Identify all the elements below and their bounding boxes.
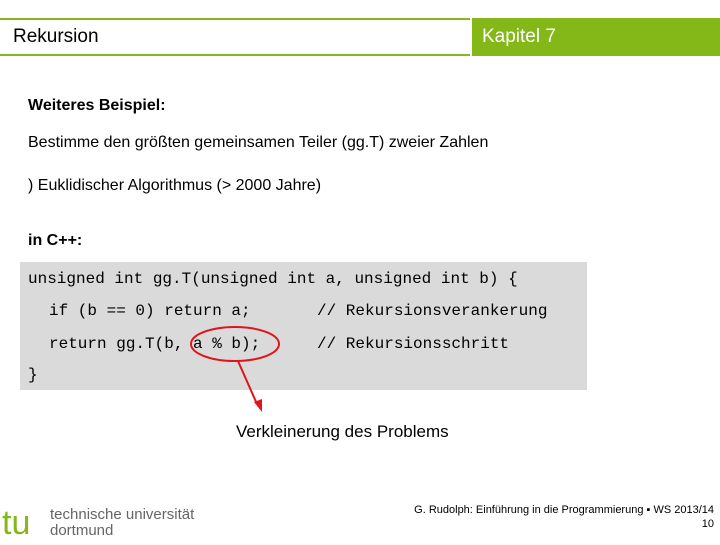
- university-name: [50, 507, 194, 539]
- tu-logo-letters: tu: [2, 504, 31, 540]
- algorithm-note: ) Euklidischer Algorithmus (> 2000 Jahre): [28, 177, 322, 194]
- code-comment-recursive-step: // Rekursionsschritt: [317, 335, 510, 353]
- code-line-recursive-step: return gg.T(b, a % b);: [49, 335, 261, 353]
- code-line-closing-brace: }: [28, 366, 38, 384]
- annotation-label: Verkleinerung des Problems: [236, 422, 449, 441]
- code-comment-base-case: // Rekursionsverankerung: [317, 302, 548, 320]
- footer-credit: G. Rudolph: Einführung in die Programmierung ▪ WS 2013/14: [414, 504, 714, 516]
- page-number: 10: [701, 518, 714, 530]
- example-heading: Weiteres Beispiel:: [28, 97, 166, 114]
- language-label: in C++:: [28, 232, 83, 249]
- annotation-arrow-line: [238, 361, 257, 404]
- slide-footer: [414, 503, 714, 531]
- chapter-label: Kapitel 7: [482, 26, 556, 47]
- university-name-line1: technische universität: [50, 506, 195, 523]
- slide-title: Rekursion: [13, 26, 99, 47]
- highlight-ellipse: [191, 327, 279, 361]
- code-line-base-case: if (b == 0) return a;: [49, 302, 251, 320]
- code-line-signature: unsigned int gg.T(unsigned int a, unsigned int b) {: [28, 270, 518, 288]
- university-name-line2: dortmund: [50, 522, 114, 539]
- tu-logo-icon: [0, 500, 50, 540]
- task-description: Bestimme den größten gemeinsamen Teiler (gg.T) zweier Zahlen: [28, 134, 489, 151]
